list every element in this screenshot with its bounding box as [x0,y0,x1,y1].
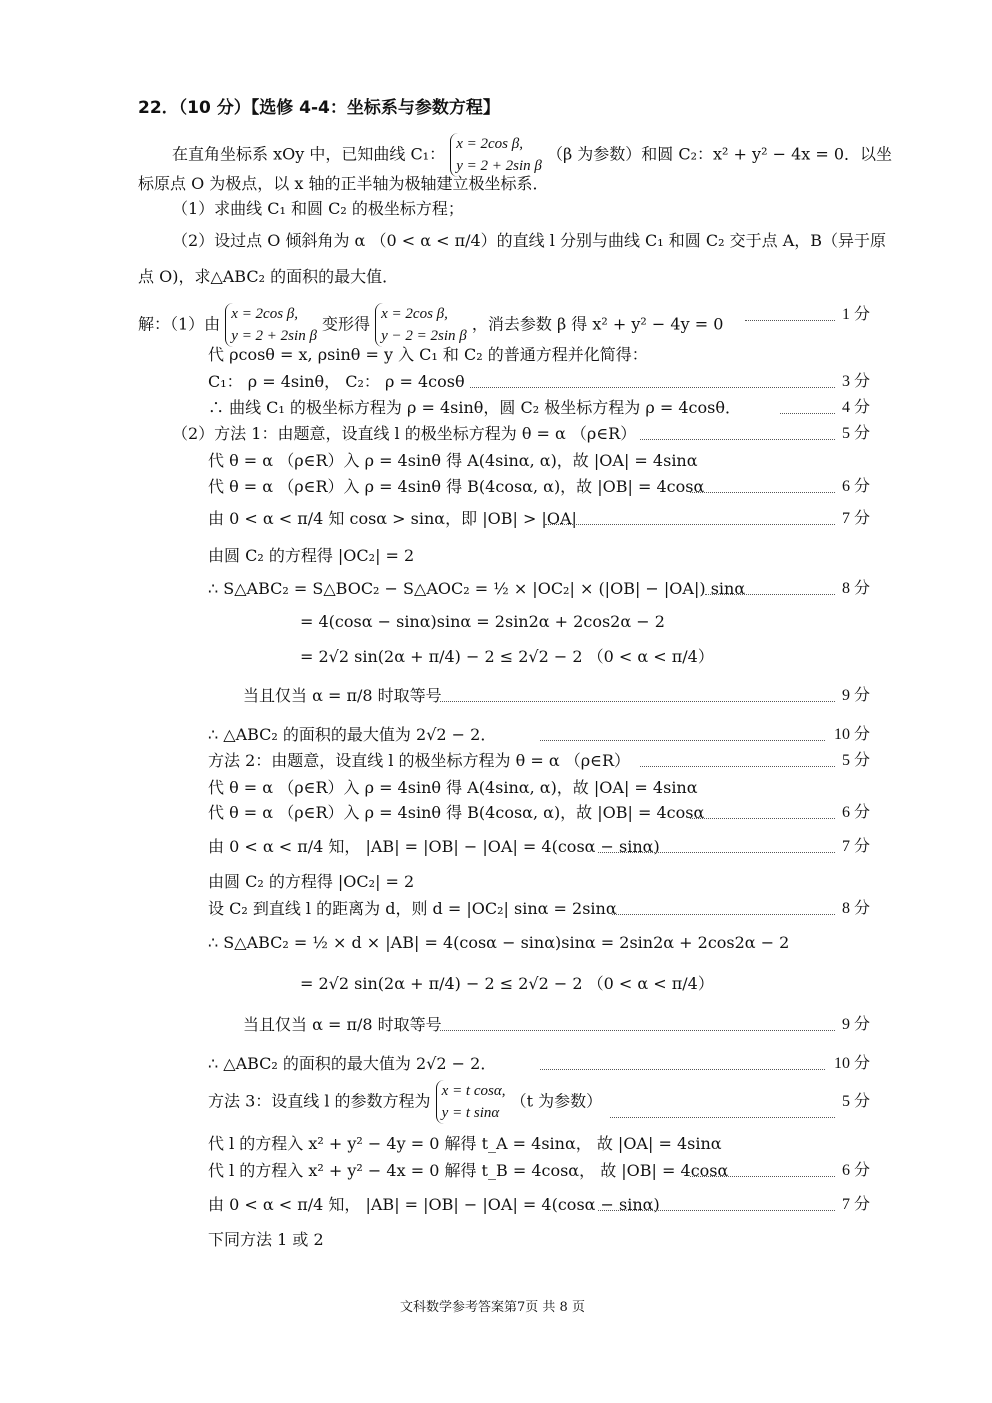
solution-line-s9: 由圆 C₂ 的方程得 |OC₂| = 2 [208,546,415,565]
solution-line-s4: ∴ 曲线 C₁ 的极坐标方程为 ρ = 4sinθ，圆 C₂ 极坐标方程为 ρ = 4cosθ． [208,398,741,417]
c1-eq-1: x = 2cos β, [456,136,523,152]
sol-s1-sys1-eq2: y = 2 + 2sin β [231,328,317,344]
sol-s1-system-1 [225,303,317,347]
solution-line-s12: = 2√2 sin(2α + π/4) − 2 ≤ 2√2 − 2 （0 < α < π/4） [300,647,714,666]
problem-line-1 [172,133,892,177]
solution-line-s29: 下同方法 1 或 2 [208,1230,324,1249]
solution-line-s5: （2）方法 1：由题意，设直线 l 的极坐标方程为 θ = α （ρ∈R） [172,424,637,443]
solution-line-s27: 代 l 的方程入 x² + y² − 4x = 0 解得 t_B = 4cosα， 故 |OB| = 4cosα [208,1161,729,1180]
score-s24: 10 分 [833,1055,870,1072]
score-s23: 9 分 [841,1016,870,1033]
score-s5: 5 分 [841,425,870,442]
solution-line-s10: ∴ S△ABC₂ = S△BOC₂ − S△AOC₂ = ½ × |OC₂| × (|OB| − |OA|) sinα [208,579,746,598]
solution-line-s17: 代 θ = α （ρ∈R）入 ρ = 4sinθ 得 B(4cosα, α)，故 |OB| = 4cosα [208,803,705,822]
dot-leader-s20 [612,914,835,915]
sol-s1-system-2 [375,303,467,347]
solution-line-s8: 由 0 < α < π/4 知 cosα > sinα，即 |OB| > |OA| [208,509,577,528]
sol-s1-sys2-eq1: x = 2cos β, [381,306,448,322]
solution-line-s21: ∴ S△ABC₂ = ½ × d × |AB| = 4(cosα − sinα)sinα = 2sin2α + 2cos2α − 2 [208,933,790,952]
score-s17: 6 分 [841,804,870,821]
problem-text-1b: （β 为参数）和圆 C₂：x² + y² − 4x = 0．以坐 [546,144,893,164]
question-2a: （2）设过点 O 倾斜角为 α （0 < α < π/4）的直线 l 分别与曲线 C₁ 和圆 C₂ 交于点 A，B（异于原 [172,231,887,250]
solution-line-s13: 当且仅当 α = π/8 时取等号 [243,686,442,705]
dot-leader-s13 [440,701,835,702]
solution-line-s6: 代 θ = α （ρ∈R）入 ρ = 4sinθ 得 A(4sinα, α)，故 |OA| = 4sinα [208,451,698,470]
c1-eq-2: y = 2 + 2sin β [456,158,542,174]
solution-line-s23: 当且仅当 α = π/8 时取等号 [243,1015,442,1034]
line-l-param-system [436,1080,506,1124]
dot-leader-s1 [745,320,835,321]
solution-line-s26: 代 l 的方程入 x² + y² − 4y = 0 解得 t_A = 4sinα， 故 |OA| = 4sinα [208,1134,722,1153]
score-s28: 7 分 [841,1196,870,1213]
solution-line-s20: 设 C₂ 到直线 l 的距离为 d，则 d = |OC₂| sinα = 2sinα [208,899,617,918]
dot-leader-s28 [598,1210,835,1211]
param-eq-2: y = t sinα [441,1105,500,1121]
sol-s25-text-b: （t 为参数） [510,1091,603,1111]
sol-s1-sys2-eq2: y − 2 = 2sin β [381,328,467,344]
score-s7: 6 分 [841,478,870,495]
sol-s25-text-a: 方法 3：设直线 l 的参数方程为 [208,1091,431,1111]
score-s15: 5 分 [841,752,870,769]
score-s25: 5 分 [841,1093,870,1110]
score-s8: 7 分 [841,510,870,527]
score-s27: 6 分 [841,1162,870,1179]
dot-leader-s18 [598,852,835,853]
score-s13: 9 分 [841,687,870,704]
score-s1: 1 分 [841,306,870,323]
dot-leader-s23 [440,1030,835,1031]
question-heading: 22．（10 分）【选修 4-4：坐标系与参数方程】 [138,98,500,118]
dot-leader-s5 [640,439,835,440]
dot-leader-s10 [705,594,835,595]
solution-line-s2: 代 ρcosθ = x, ρsinθ = y 入 C₁ 和 C₂ 的普通方程并化简得： [208,345,648,364]
score-s4: 4 分 [841,399,870,416]
solution-line-s1 [138,303,723,347]
solution-line-s24: ∴ △ABC₂ 的面积的最大值为 2√2 − 2． [208,1054,497,1073]
score-s14: 10 分 [833,726,870,743]
dot-leader-s24 [540,1069,825,1070]
question-2b: 点 O)，求△ABC₂ 的面积的最大值． [138,267,399,286]
dot-leader-s14 [540,740,825,741]
score-s20: 8 分 [841,900,870,917]
solution-line-s11: = 4(cosα − sinα)sinα = 2sin2α + 2cos2α − 2 [300,612,665,631]
solution-line-s7: 代 θ = α （ρ∈R）入 ρ = 4sinθ 得 B(4cosα, α)，故 |OB| = 4cosα [208,477,705,496]
problem-line-2: 标原点 O 为极点，以 x 轴的正半轴为极轴建立极坐标系． [138,174,549,193]
dot-leader-s17 [690,818,835,819]
problem-text-1a: 在直角坐标系 xOy 中，已知曲线 C₁： [172,144,446,164]
param-eq-1: x = t cosα, [441,1083,506,1099]
question-1: （1）求曲线 C₁ 和圆 C₂ 的极坐标方程； [172,199,464,218]
dot-leader-s27 [690,1176,835,1177]
sol-s1-text-c: ，消去参数 β 得 x² + y² − 4y = 0 [471,314,724,334]
solution-line-s28: 由 0 < α < π/4 知， |AB| = |OB| − |OA| = 4(cosα − sinα) [208,1195,660,1214]
sol-s1-text-a: 解：（1）由 [138,314,221,334]
solution-line-s16: 代 θ = α （ρ∈R）入 ρ = 4sinθ 得 A(4sinα, α)，故 |OA| = 4sinα [208,778,698,797]
sol-s1-sys1-eq1: x = 2cos β, [231,306,299,322]
solution-line-s18: 由 0 < α < π/4 知， |AB| = |OB| − |OA| = 4(cosα − sinα) [208,837,660,856]
page-footer: 文科数学参考答案第7页 共 8 页 [400,1300,585,1315]
solution-line-s3: C₁： ρ = 4sinθ， C₂： ρ = 4cosθ [208,372,465,391]
solution-line-s14: ∴ △ABC₂ 的面积的最大值为 2√2 − 2． [208,725,497,744]
score-s10: 8 分 [841,580,870,597]
solution-line-s22: = 2√2 sin(2α + π/4) − 2 ≤ 2√2 − 2 （0 < α < π/4） [300,974,714,993]
solution-line-s19: 由圆 C₂ 的方程得 |OC₂| = 2 [208,872,415,891]
dot-leader-s7 [690,492,835,493]
score-s18: 7 分 [841,838,870,855]
c1-system [450,133,542,177]
dot-leader-s8 [545,524,835,525]
dot-leader-s4 [780,413,835,414]
dot-leader-s3 [470,387,835,388]
dot-leader-s15 [640,766,835,767]
dot-leader-s25 [610,1117,835,1118]
sol-s1-text-b: 变形得 [322,314,371,334]
score-s3: 3 分 [841,373,870,390]
solution-line-s25 [208,1080,602,1124]
solution-line-s15: 方法 2：由题意，设直线 l 的极坐标方程为 θ = α （ρ∈R） [208,751,631,770]
